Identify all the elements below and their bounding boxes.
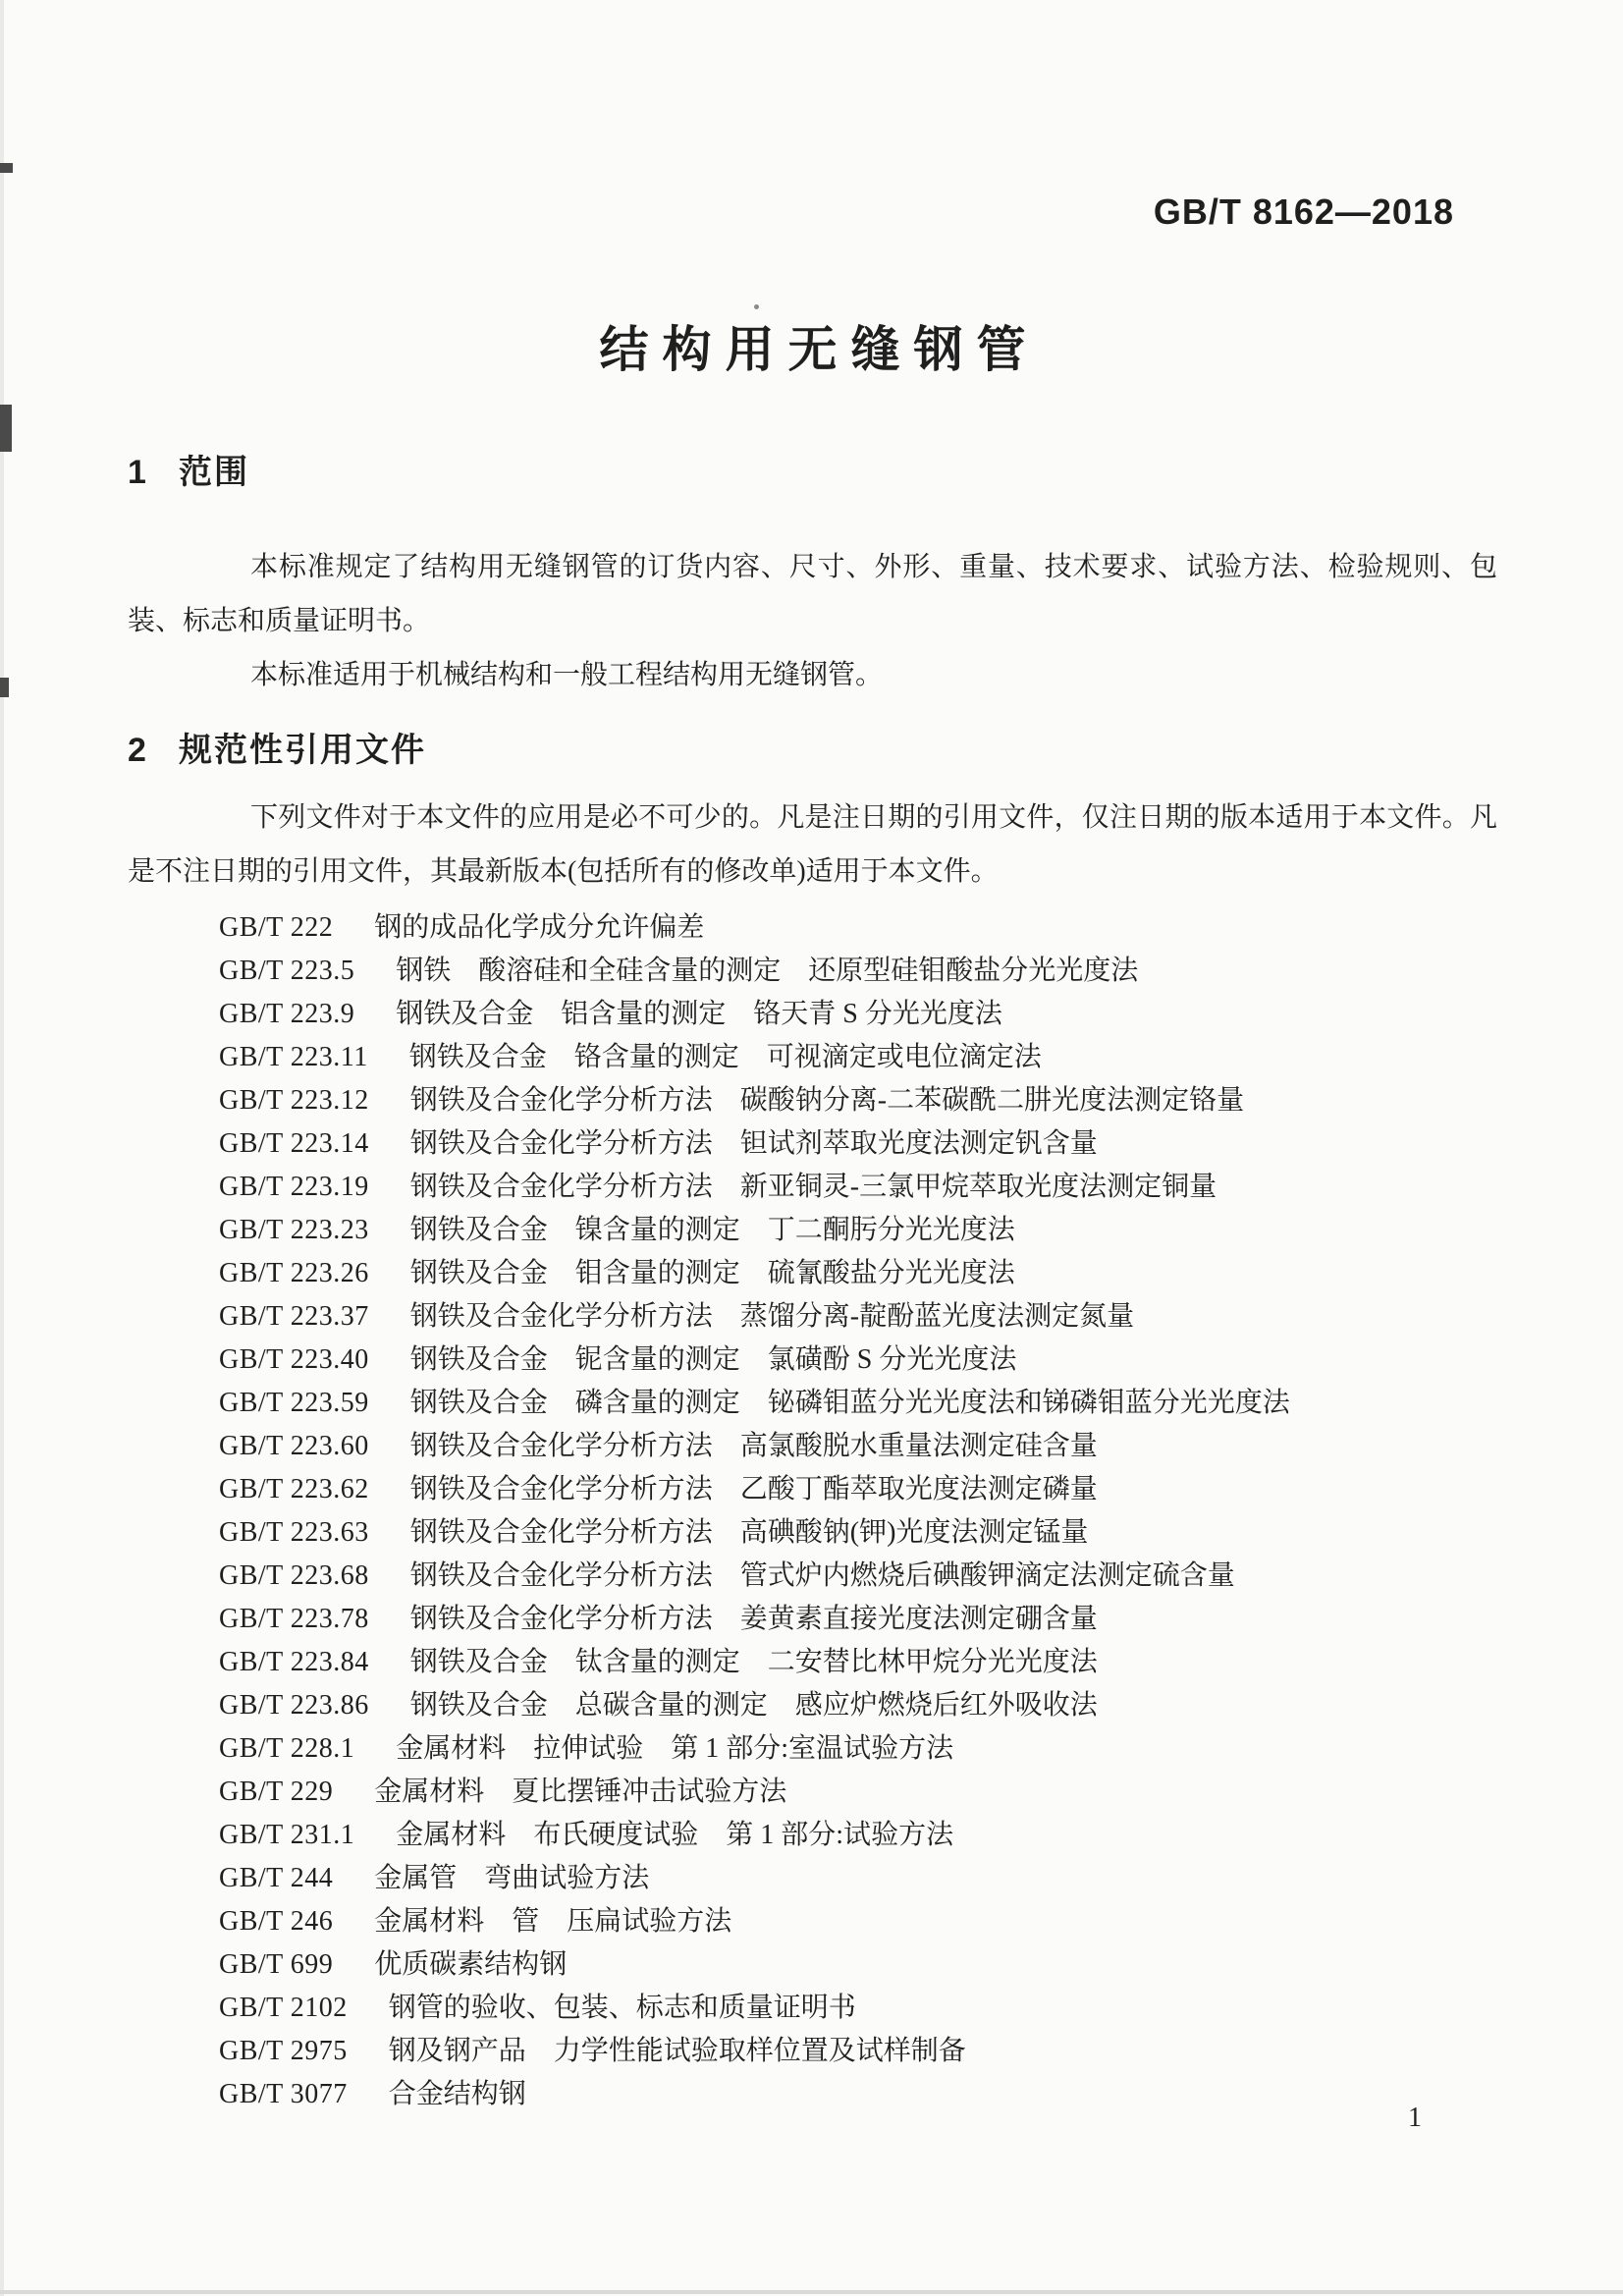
references-list xyxy=(128,906,1497,2116)
reference-code: GB/T 223.78 xyxy=(219,1604,369,1634)
reference-title: 钢的成品化学成分允许偏差 xyxy=(374,912,705,943)
reference-item xyxy=(219,1382,1497,1425)
reference-item xyxy=(219,1943,1497,1987)
reference-code: GB/T 223.14 xyxy=(219,1128,369,1159)
reference-item xyxy=(219,1641,1497,1684)
reference-item xyxy=(219,950,1497,993)
reference-title: 钢铁及合金 镍含量的测定 丁二酮肟分光光度法 xyxy=(409,1215,1015,1245)
document-title: 结构用无缝钢管 xyxy=(599,322,1040,377)
reference-item xyxy=(219,2073,1497,2116)
reference-code: GB/T 246 xyxy=(219,1906,334,1937)
scan-artifact xyxy=(0,405,12,452)
reference-code: GB/T 223.60 xyxy=(219,1431,369,1461)
reference-title: 钢铁及合金 铌含量的测定 氯磺酚 S 分光光度法 xyxy=(409,1344,1017,1375)
reference-code: GB/T 223.23 xyxy=(219,1215,369,1245)
scan-edge-bottom xyxy=(0,2290,1623,2294)
page-number: 1 xyxy=(1408,2103,1422,2133)
reference-code: GB/T 2975 xyxy=(219,2036,348,2066)
reference-title: 金属材料 布氏硬度试验 第 1 部分:试验方法 xyxy=(396,1820,954,1850)
reference-title: 钢铁及合金化学分析方法 管式炉内燃烧后碘酸钾滴定法测定硫含量 xyxy=(409,1560,1235,1591)
reference-code: GB/T 223.19 xyxy=(219,1172,369,1202)
reference-title: 钢及钢产品 力学性能试验取样位置及试样制备 xyxy=(388,2036,966,2066)
reference-title: 钢铁 酸溶硅和全硅含量的测定 还原型硅钼酸盐分光光度法 xyxy=(396,956,1139,986)
section-number: 1 xyxy=(128,454,148,491)
reference-code: GB/T 223.26 xyxy=(219,1258,369,1288)
scope-paragraph-1: 本标准规定了结构用无缝钢管的订货内容、尺寸、外形、重量、技术要求、试验方法、检验规则、包装、标志和质量证明书。 xyxy=(128,552,1497,636)
reference-title: 钢铁及合金 总碳含量的测定 感应炉燃烧后红外吸收法 xyxy=(409,1690,1098,1721)
reference-item xyxy=(219,1771,1497,1814)
reference-item xyxy=(219,1857,1497,1900)
reference-item xyxy=(219,1814,1497,1857)
reference-code: GB/T 223.40 xyxy=(219,1344,369,1375)
reference-code: GB/T 231.1 xyxy=(219,1820,355,1850)
reference-code: GB/T 223.68 xyxy=(219,1560,369,1591)
reference-code: GB/T 223.11 xyxy=(219,1042,368,1072)
reference-code: GB/T 223.12 xyxy=(219,1085,369,1116)
reference-title: 钢铁及合金化学分析方法 乙酸丁酯萃取光度法测定磷量 xyxy=(409,1474,1098,1504)
reference-title: 优质碳素结构钢 xyxy=(374,1949,568,1980)
reference-code: GB/T 3077 xyxy=(219,2079,348,2109)
scan-artifact xyxy=(0,678,9,697)
scope-paragraph-2: 本标准适用于机械结构和一般工程结构用无缝钢管。 xyxy=(250,660,884,690)
reference-title: 钢铁及合金化学分析方法 新亚铜灵-三氯甲烷萃取光度法测定铜量 xyxy=(409,1172,1217,1202)
reference-code: GB/T 699 xyxy=(219,1949,334,1980)
reference-code: GB/T 223.5 xyxy=(219,956,355,986)
reference-code: GB/T 228.1 xyxy=(219,1733,355,1764)
reference-code: GB/T 223.9 xyxy=(219,999,355,1029)
reference-title: 钢铁及合金 铬含量的测定 可视滴定或电位滴定法 xyxy=(408,1042,1042,1072)
reference-item xyxy=(219,1209,1497,1252)
section-heading-scope xyxy=(128,452,1497,493)
reference-item xyxy=(219,1252,1497,1295)
reference-item xyxy=(219,1555,1497,1598)
reference-item xyxy=(219,1468,1497,1511)
reference-title: 钢铁及合金化学分析方法 蒸馏分离-靛酚蓝光度法测定氮量 xyxy=(409,1301,1135,1332)
reference-item xyxy=(219,1295,1497,1339)
reference-item xyxy=(219,1598,1497,1641)
reference-code: GB/T 223.62 xyxy=(219,1474,369,1504)
reference-item xyxy=(219,1511,1497,1555)
reference-code: GB/T 244 xyxy=(219,1863,334,1893)
reference-title: 钢铁及合金 磷含量的测定 铋磷钼蓝分光光度法和锑磷钼蓝分光光度法 xyxy=(409,1388,1290,1418)
reference-code: GB/T 222 xyxy=(219,912,334,943)
reference-item xyxy=(219,1166,1497,1209)
reference-title: 钢铁及合金化学分析方法 钽试剂萃取光度法测定钒含量 xyxy=(409,1128,1098,1159)
scan-edge-left xyxy=(0,0,4,2296)
section-heading-references xyxy=(128,730,1497,771)
reference-code: GB/T 229 xyxy=(219,1777,334,1807)
reference-code: GB/T 223.63 xyxy=(219,1517,369,1548)
reference-code: GB/T 223.37 xyxy=(219,1301,369,1332)
reference-title: 钢铁及合金化学分析方法 高碘酸钠(钾)光度法测定锰量 xyxy=(409,1517,1089,1548)
reference-item xyxy=(219,1727,1497,1771)
reference-title: 钢铁及合金化学分析方法 高氯酸脱水重量法测定硅含量 xyxy=(409,1431,1098,1461)
reference-item xyxy=(219,2030,1497,2073)
reference-title: 钢管的验收、包装、标志和质量证明书 xyxy=(388,1993,856,2023)
reference-item xyxy=(219,1684,1497,1727)
reference-item xyxy=(219,1900,1497,1943)
reference-item xyxy=(219,1122,1497,1166)
reference-title: 金属材料 夏比摆锤冲击试验方法 xyxy=(374,1777,787,1807)
reference-title: 钢铁及合金 钛含量的测定 二安替比林甲烷分光光度法 xyxy=(409,1647,1098,1677)
reference-title: 钢铁及合金化学分析方法 姜黄素直接光度法测定硼含量 xyxy=(409,1604,1098,1634)
reference-code: GB/T 223.86 xyxy=(219,1690,369,1721)
reference-item xyxy=(219,1425,1497,1468)
reference-item xyxy=(219,1339,1497,1382)
references-intro-paragraph: 下列文件对于本文件的应用是必不可少的。凡是注日期的引用文件，仅注日期的版本适用于本文件。凡是不注日期的引用文件，其最新版本(包括所有的修改单)适用于本文件。 xyxy=(128,802,1497,887)
reference-code: GB/T 223.84 xyxy=(219,1647,369,1677)
reference-title: 金属管 弯曲试验方法 xyxy=(374,1863,650,1893)
reference-code: GB/T 223.59 xyxy=(219,1388,369,1418)
reference-code: GB/T 2102 xyxy=(219,1993,348,2023)
reference-title: 合金结构钢 xyxy=(388,2079,526,2109)
reference-title: 金属材料 拉伸试验 第 1 部分:室温试验方法 xyxy=(396,1733,954,1764)
reference-title: 钢铁及合金 钼含量的测定 硫氰酸盐分光光度法 xyxy=(409,1258,1015,1288)
reference-item xyxy=(219,1036,1497,1079)
reference-item xyxy=(219,906,1497,950)
document-content xyxy=(128,192,1497,2116)
reference-item xyxy=(219,1079,1497,1122)
section-number: 2 xyxy=(128,732,148,769)
reference-title: 钢铁及合金化学分析方法 碳酸钠分离-二苯碳酰二肼光度法测定铬量 xyxy=(409,1085,1245,1116)
section-label: 范围 xyxy=(179,454,249,491)
reference-title: 钢铁及合金 铝含量的测定 铬天青 S 分光光度法 xyxy=(396,999,1002,1029)
standard-code: GB/T 8162—2018 xyxy=(1153,191,1454,232)
section-label: 规范性引用文件 xyxy=(179,732,426,769)
scan-artifact xyxy=(0,163,13,173)
reference-item xyxy=(219,1987,1497,2030)
reference-title: 金属材料 管 压扁试验方法 xyxy=(374,1906,732,1937)
reference-item xyxy=(219,993,1497,1036)
